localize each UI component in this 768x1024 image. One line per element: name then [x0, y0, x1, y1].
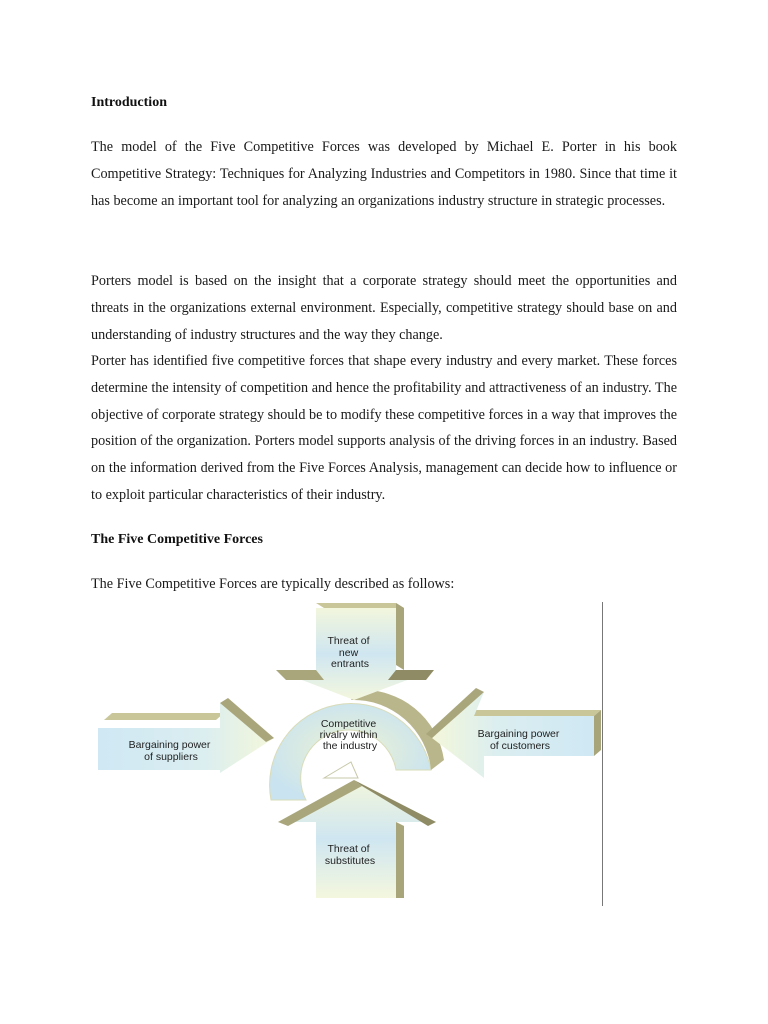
intro-paragraph-1: The model of the Five Competitive Forces was developed by Michael E. Porter in his book Competitive Strategy: Techniques for Analyzing Industries and Competitors in 1980. Since that time it has become an important tool for analyzing an organizations industry structure in strategic processes. [91, 139, 677, 209]
label-rivalry-line-1: Competitive [320, 718, 377, 730]
label-substitutes-line-2: substitutes [324, 855, 376, 867]
label-rivalry-line-3: the industry [322, 740, 378, 752]
label-new-entrants-line-1: Threat of [327, 635, 370, 647]
label-new-entrants-line-3: entrants [331, 658, 369, 670]
label-customers [478, 728, 563, 752]
label-customers-line-2: of customers [489, 740, 551, 752]
label-substitutes [325, 843, 375, 867]
label-suppliers-line-2: of suppliers [144, 751, 198, 763]
introduction-heading: Introduction [91, 95, 167, 110]
label-customers-line-1: Bargaining power [477, 728, 560, 740]
intro-paragraph-2: Porters model is based on the insight that a corporate strategy should meet the opportunities and threats in the organizations external environment. Especially, competitive strategy should base on and understanding of industry structures and the way they change. [91, 273, 677, 343]
label-new-entrants-line-2: new [338, 647, 359, 659]
label-substitutes-line-1: Threat of [327, 843, 370, 855]
five-forces-diagram [96, 600, 606, 910]
label-suppliers-line-1: Bargaining power [128, 739, 211, 751]
five-forces-intro: The Five Competitive Forces are typically described as follows: [91, 576, 455, 592]
label-rivalry [320, 718, 381, 752]
label-rivalry-line-2: rivalry within [319, 729, 378, 741]
intro-paragraph-3: Porter has identified five competitive forces that shape every industry and every market. These forces determine the intensity of competition and hence the profitability and attractiveness of an industry. The objective of corporate strategy should be to modify these competitive forces in a way that improves the position of the organization. Porters model supports analysis of the driving forces in an industry. Based on the information derived from the Five Forces Analysis, management can decide how to influence or to exploit particular characteristics of their industry. [91, 353, 677, 503]
five-forces-heading: The Five Competitive Forces [91, 532, 263, 547]
